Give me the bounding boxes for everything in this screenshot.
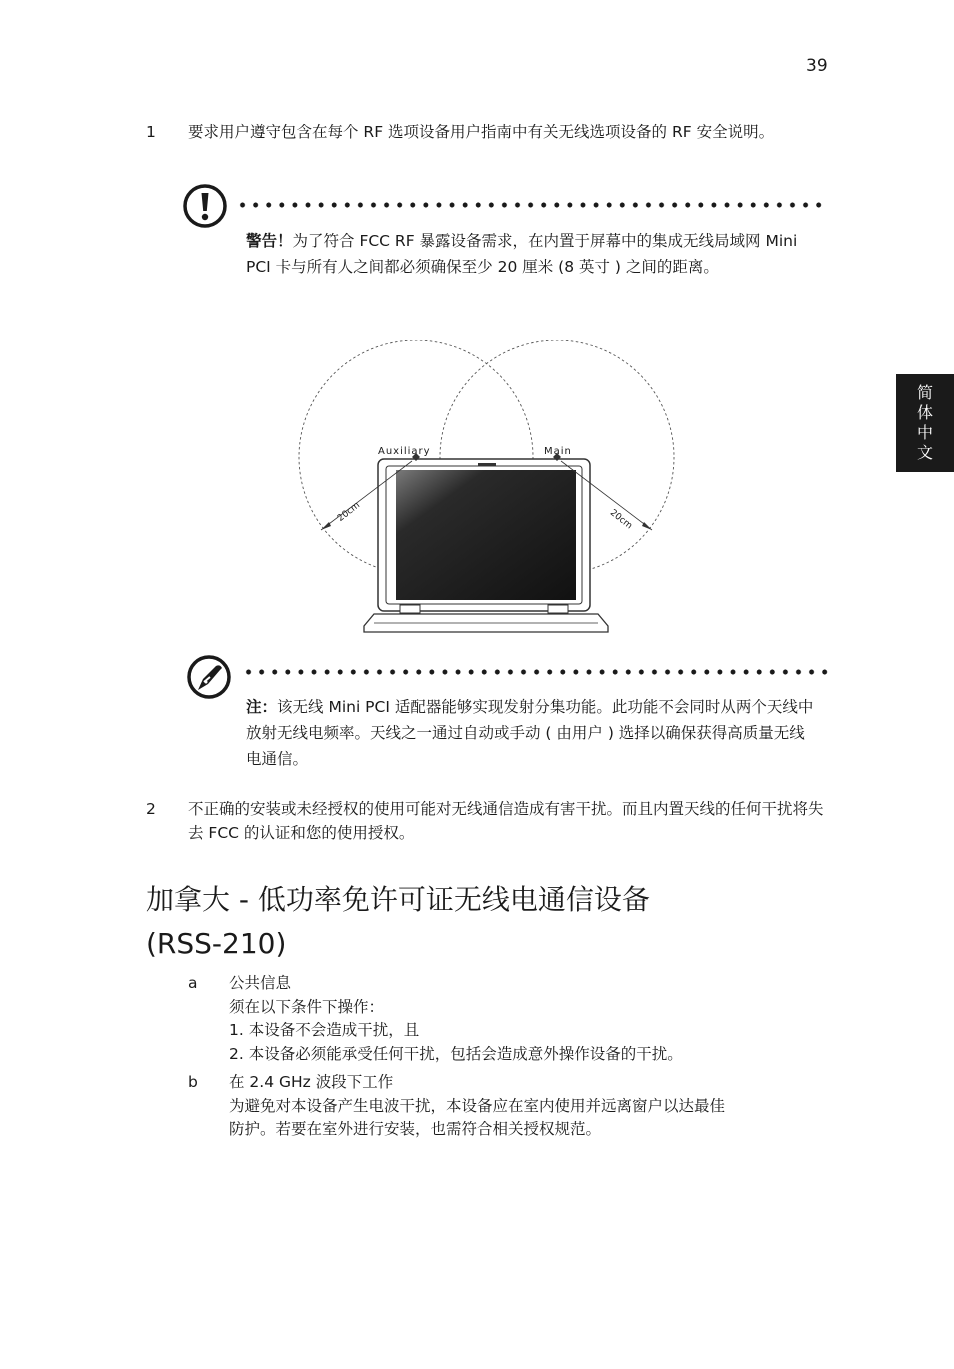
sub-item-body: [229, 972, 829, 1066]
sub-item-line: 1. 本设备不会造成干扰，且: [229, 1021, 420, 1039]
language-side-tab: [896, 374, 954, 472]
left-distance-label: 20cm: [336, 500, 362, 524]
side-tab-char: 简: [916, 383, 933, 402]
side-tab-char: 文: [916, 443, 933, 462]
warning-body: 为了符合 FCC RF 暴露设备需求，在内置于屏幕中的集成无线局域网 Mini PCI 卡与所有人之间都必须确保至少 20 厘米 (8 英寸 ) 之间的距离。: [246, 232, 798, 276]
sub-item-line: 为避免对本设备产生电波干扰，本设备应在室内使用并远离窗户以达最佳: [229, 1096, 726, 1115]
note-body: 该无线 Mini PCI 适配器能够实现发射分集功能。此功能不会同时从两个天线中放射无线电频率。天线之一通过自动或手动 ( 由用户 ) 选择以确保获得高质量无线电通信。: [246, 698, 814, 768]
right-distance-label: 20cm: [607, 508, 634, 532]
separator-dots: [236, 202, 828, 208]
sub-item-line: 须在以下条件下操作：: [229, 997, 385, 1016]
sub-item-body: [229, 1071, 829, 1142]
item-text: 要求用户遵守包含在每个 RF 选项设备用户指南中有关无线选项设备的 RF 安全说明。: [188, 123, 775, 141]
main-antenna-label: Main: [544, 446, 572, 457]
note-label: 注：: [246, 698, 278, 716]
sub-item-line: 在 2.4 GHz 波段下工作: [229, 1073, 394, 1091]
item-number: 2: [146, 800, 156, 818]
sub-item-line: 防护。若要在室外进行安装，也需符合相关授权规范。: [229, 1120, 602, 1138]
exclamation-icon: [182, 183, 228, 229]
item-number: 1: [146, 123, 156, 141]
sub-item-line: 公共信息: [229, 974, 292, 992]
section-heading-line: (RSS-210): [146, 927, 287, 960]
section-heading: [146, 878, 846, 966]
section-heading-line: 加拿大 - 低功率免许可证无线电通信设备: [146, 883, 650, 916]
auxiliary-antenna-label: Auxiliary: [378, 446, 431, 457]
note-text: [246, 694, 818, 772]
side-tab-char: 体: [916, 403, 933, 422]
warning-text: [246, 228, 822, 280]
warning-label: 警告！: [246, 232, 293, 250]
page-number: 39: [806, 56, 828, 76]
antenna-diagram: [290, 340, 690, 640]
side-tab-char: 中: [916, 423, 933, 442]
sub-item-label: b: [188, 1073, 198, 1091]
separator-dots: [242, 669, 830, 675]
note-pen-icon: [186, 654, 232, 700]
sub-item-line: 2. 本设备必须能承受任何干扰，包括会造成意外操作设备的干扰。: [229, 1044, 683, 1063]
item-text: 不正确的安装或未经授权的使用可能对无线通信造成有害干扰。而且内置天线的任何干扰将失去 FCC 的认证和您的使用授权。: [188, 800, 824, 842]
sub-item-label: a: [188, 974, 198, 992]
